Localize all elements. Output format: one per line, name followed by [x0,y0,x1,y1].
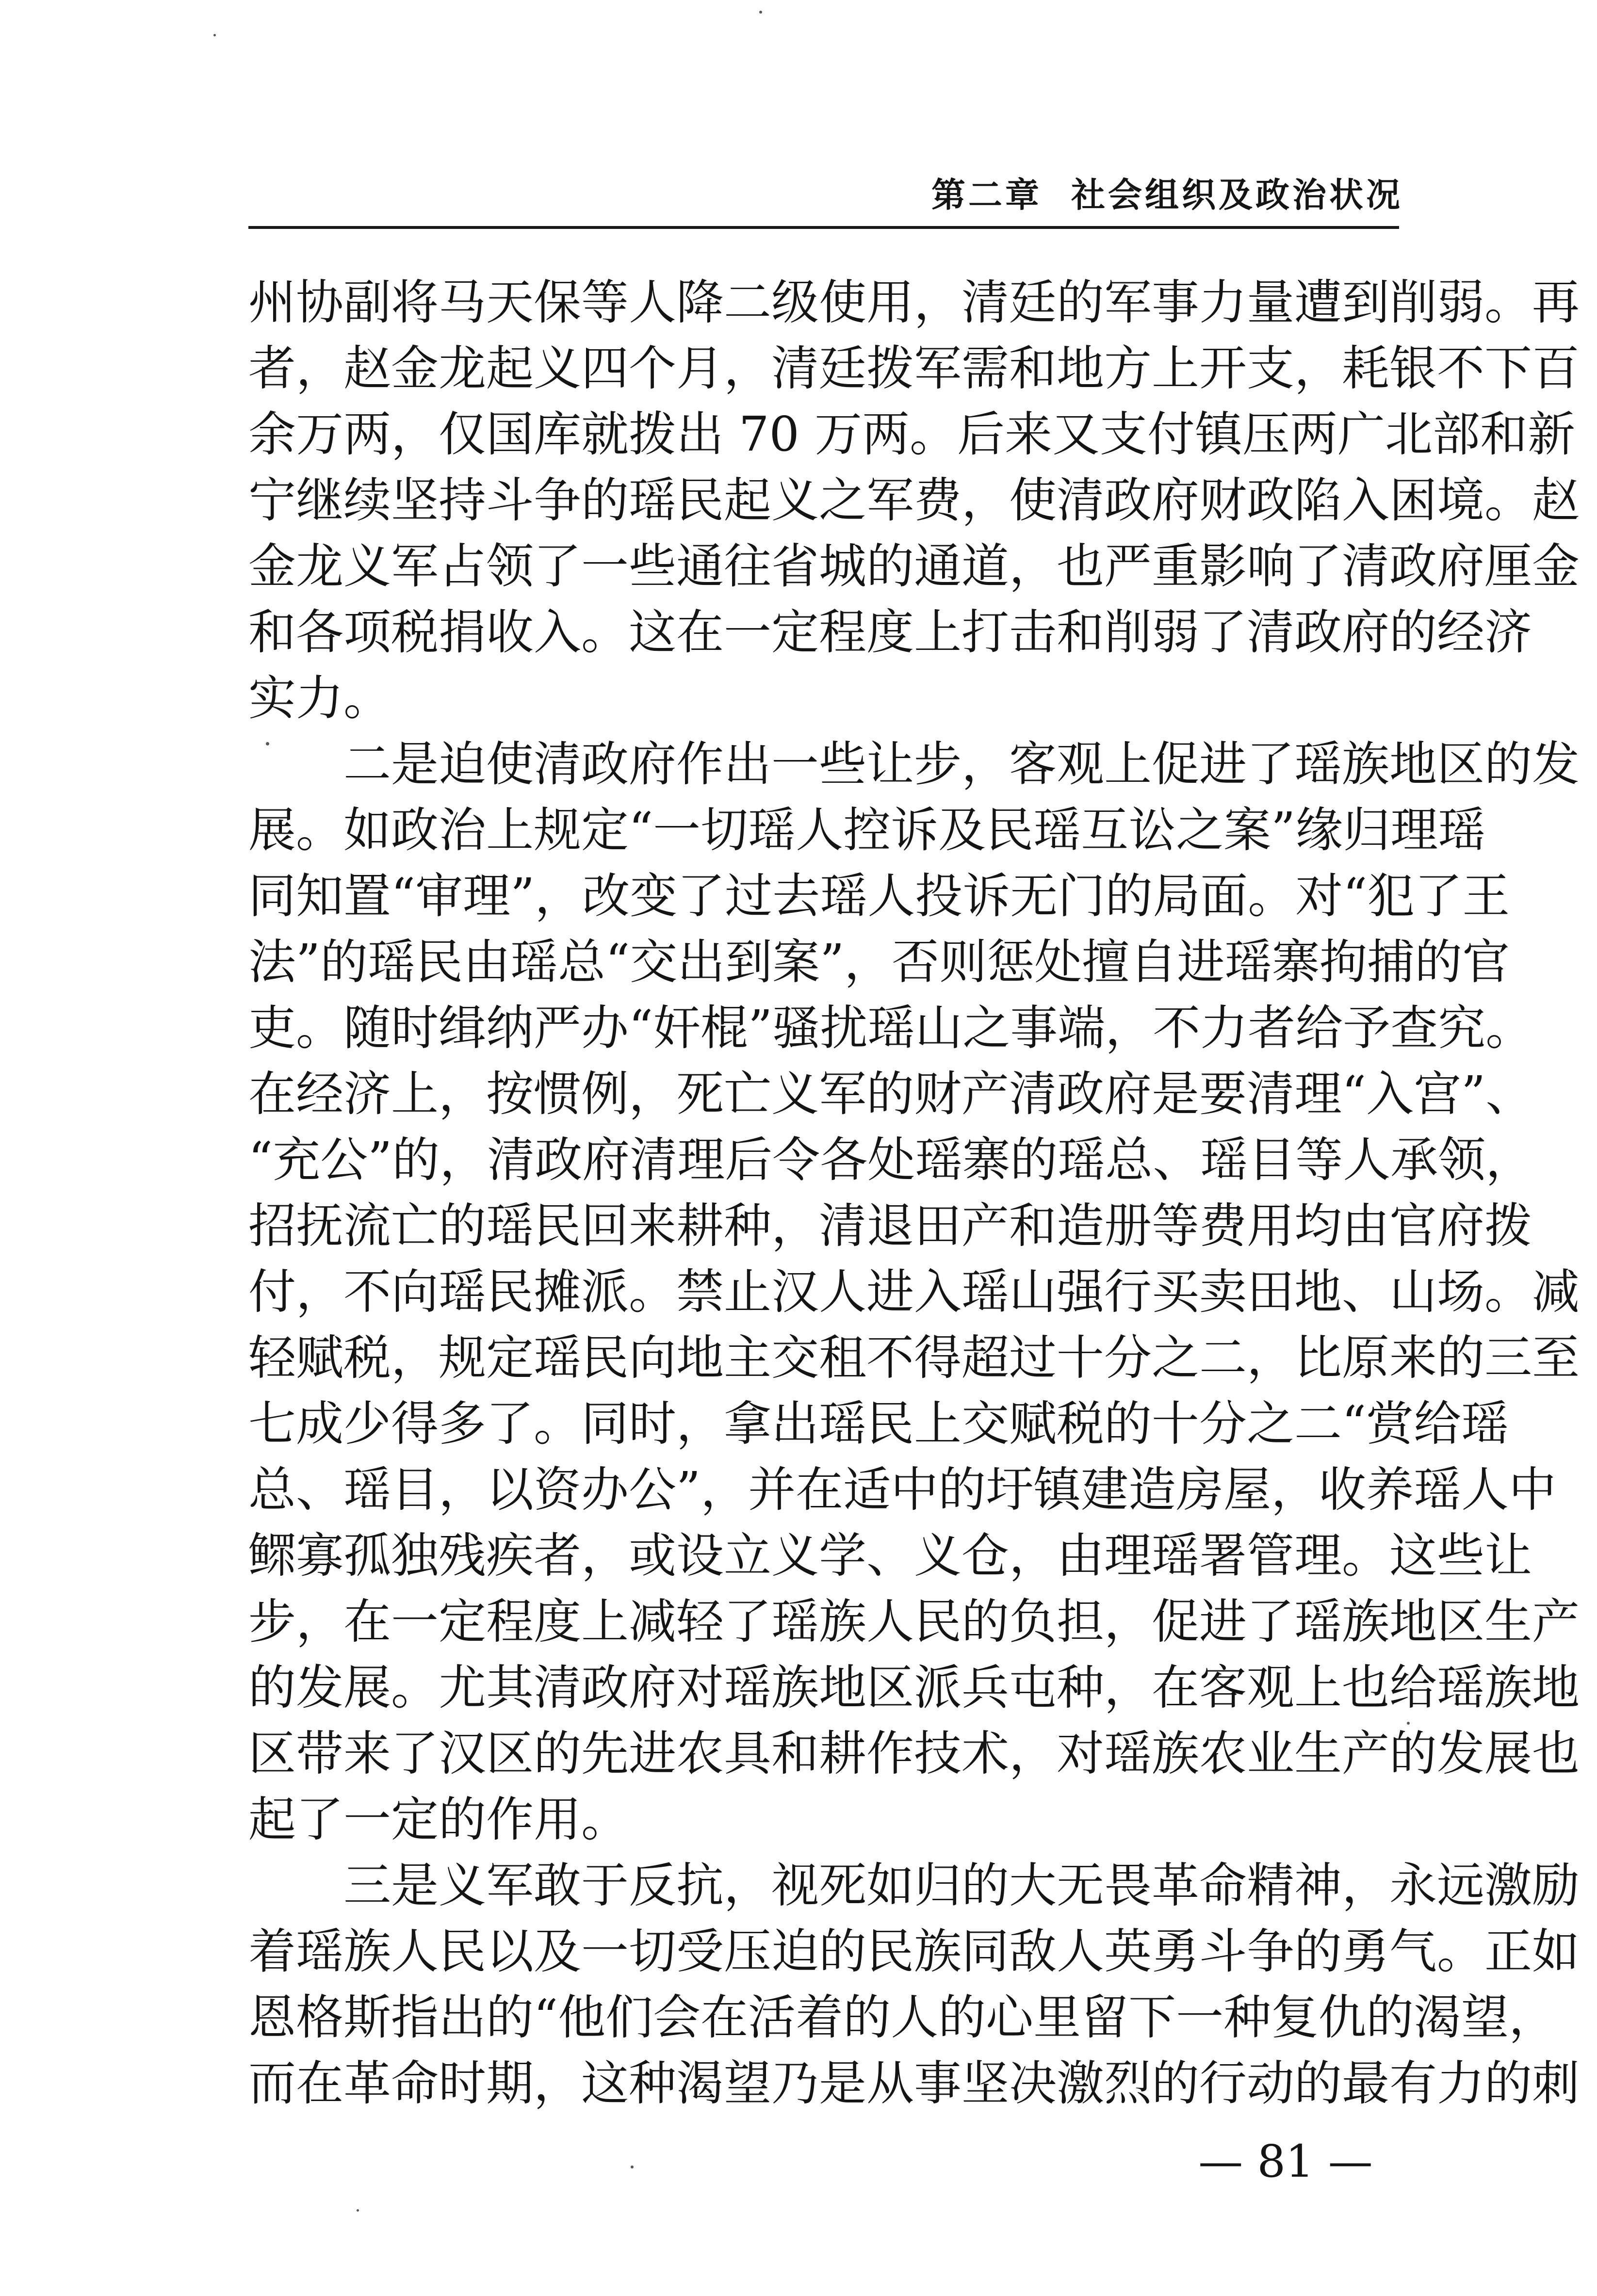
header-rule [248,226,1399,229]
scan-speck [266,742,269,745]
text-line: 而在革命时期，这种渴望乃是从事坚决激烈的行动的最有力的刺 [248,2056,1580,2111]
text-line: “充公”的，清政府清理后令各处瑶寨的瑶总、瑶目等人承领， [248,1132,1533,1188]
text-line: 招抚流亡的瑶民回来耕种，清退田产和造册等费用均由官府拨 [248,1198,1532,1254]
text-line: 者，赵金龙起义四个月，清廷拨军需和地方上开支，耗银不下百 [248,341,1580,396]
text-line: 余万两，仅国库就拨出 70 万两。后来又支付镇压两广北部和新 [248,407,1576,462]
text-line: 同知置“审理”，改变了过去瑶人投诉无门的局面。对“犯了王 [248,869,1510,924]
text-line: 付，不向瑶民摊派。禁止汉人进入瑶山强行买卖田地、山场。减 [248,1264,1580,1320]
text-line: 二是迫使清政府作出一些让步，客观上促进了瑶族地区的发 [343,737,1580,792]
scan-speck [213,34,216,36]
text-line: 金龙义军占领了一些通往省城的通道，也严重影响了清政府厘金 [248,539,1580,594]
text-line: 法”的瑶民由瑶总“交出到案”，否则惩处擅自进瑶寨拘捕的官 [248,935,1510,990]
text-line: 三是义军敢于反抗，视死如归的大无畏革命精神，永远激励 [343,1858,1580,1913]
scan-speck [1407,1722,1410,1725]
chapter-title: 社会组织及政治状况 [1071,175,1403,215]
text-line: 总、瑶目，以资办公”，并在适中的圩镇建造房屋，收养瑶人中 [248,1462,1557,1518]
text-line: 轻赋税，规定瑶民向地主交租不得超过十分之二，比原来的三至 [248,1330,1580,1386]
text-line: 在经济上，按惯例，死亡义军的财产清政府是要清理“入宫”、 [248,1067,1533,1122]
scan-speck [357,2209,359,2212]
text-line: 恩格斯指出的“他们会在活着的人的心里留下一种复仇的渴望， [248,1990,1557,2045]
text-line: 州协副将马天保等人降二级使用，清廷的军事力量遭到削弱。再 [248,275,1580,330]
text-line: 起了一定的作用。 [248,1792,629,1847]
text-line: 宁继续坚持斗争的瑶民起义之军费，使清政府财政陷入困境。赵 [248,473,1580,528]
text-line: 着瑶族人民以及一切受压迫的民族同敌人英勇斗争的勇气。正如 [248,1924,1580,1979]
page-number: — 81 — [1198,2135,1373,2187]
text-line: 实力。 [248,671,391,726]
text-line: 和各项税捐收入。这在一定程度上打击和削弱了清政府的经济 [248,605,1532,660]
scan-speck [631,2166,634,2168]
text-line: 七成少得多了。同时，拿出瑶民上交赋税的十分之二“赏给瑶 [248,1396,1509,1452]
text-line: 的发展。尤其清政府对瑶族地区派兵屯种，在客观上也给瑶族地 [248,1660,1580,1715]
chapter-number: 第二章 [931,175,1042,215]
text-line: 步，在一定程度上减轻了瑶族人民的负担，促进了瑶族地区生产 [248,1594,1580,1649]
text-line: 鳏寡孤独残疾者，或设立义学、义仓，由理瑶署管理。这些让 [248,1528,1532,1584]
body-text [248,270,1580,2117]
scan-speck [759,11,762,14]
text-line: 吏。随时缉纳严办“奸棍”骚扰瑶山之事端，不力者给予查究。 [248,1001,1533,1056]
text-line: 区带来了汉区的先进农具和耕作技术，对瑶族农业生产的发展也 [248,1726,1580,1781]
running-head [931,171,1403,219]
text-line: 展。如政治上规定“一切瑶人控诉及民瑶互讼之案”缘归理瑶 [248,803,1486,858]
